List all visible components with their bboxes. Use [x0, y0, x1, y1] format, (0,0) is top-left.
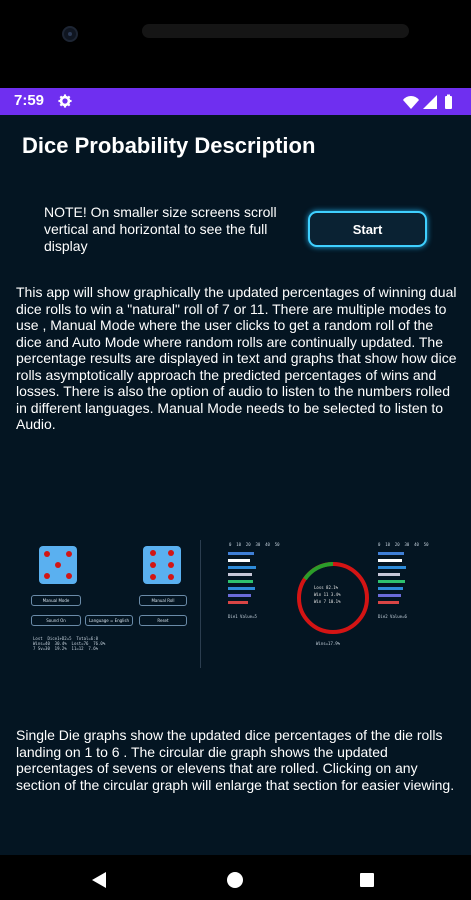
die2-bar-5 [378, 580, 405, 583]
sound-toggle: Sound On [31, 615, 81, 626]
die-six-icon [143, 546, 181, 584]
die1-bar-7 [228, 594, 251, 597]
die1-bar-2 [228, 559, 250, 562]
battery-icon [445, 95, 452, 110]
die1-bar-4 [228, 573, 252, 576]
die2-bar-8 [378, 601, 399, 604]
front-camera [62, 26, 78, 42]
manual-mode-button: Manual Mode [31, 595, 81, 606]
stats-readout: Lost Dice1+D2=5 Total=6:8 Wins=40 30.4% Lost=76 76.0% 7 Sv=30 19.2% 11=12 7.6% [33, 636, 106, 651]
die2-bar-6 [378, 587, 403, 590]
die2-bar-3 [378, 566, 406, 569]
legend-loss: Loss 82.1% [314, 585, 339, 590]
app-preview-image [22, 540, 452, 675]
die2-bar-1 [378, 552, 404, 555]
die1-bar-3 [228, 566, 256, 569]
status-bar [0, 88, 471, 115]
app-screen [0, 115, 471, 855]
die-five-icon [39, 546, 77, 584]
legend-win-7: Win 7 10.1% [314, 599, 341, 604]
die1-bar-1 [228, 552, 254, 555]
status-icons [401, 94, 461, 110]
die2-bar-7 [378, 594, 401, 597]
axis-ticks-right: 0 10 20 30 40 50 [378, 542, 429, 547]
home-icon[interactable] [227, 872, 243, 888]
win-loss-circle-graph [295, 560, 371, 636]
die2-value-label: Die2 Value=6 [378, 614, 407, 619]
die1-value-label: Die1 Value=5 [228, 614, 257, 619]
earpiece-speaker [142, 24, 409, 38]
start-button[interactable]: Start [308, 211, 427, 247]
legend-win-11: Win 11 3.4% [314, 592, 341, 597]
back-icon[interactable] [92, 872, 106, 888]
language-button: Language = English [85, 615, 133, 626]
status-time: 7:59 [14, 92, 45, 109]
divider [200, 540, 201, 668]
page-title: Dice Probability Description [22, 133, 316, 158]
axis-ticks-left: 0 10 20 30 40 50 [229, 542, 280, 547]
note-text: NOTE! On smaller size screens scroll vertical and horizontal to see the full display [44, 204, 277, 254]
die1-bar-5 [228, 580, 253, 583]
die1-bar-6 [228, 587, 255, 590]
wifi-icon [403, 96, 419, 109]
signal-icon [423, 95, 437, 109]
die2-bar-2 [378, 559, 402, 562]
die2-bar-4 [378, 573, 400, 576]
gear-icon [58, 94, 72, 108]
single-die-description: Single Die graphs show the updated dice percentages of the die rolls landing on 1 to 6 . The circular die graph shows the updated percentages of sevens or elevens that are rolled. Clicking on any section of the circular graph will enlarge that section for easier viewing. [16, 727, 455, 793]
wins-label: Wins=17.9% [316, 641, 341, 646]
manual-roll-button: Manual Roll [139, 595, 187, 606]
description-text: This app will show graphically the updated percentages of winning dual dice rolls to win a "natural" roll of 7 or 11. There are multiple modes to use , Manual Mode where the user clicks to get a random roll of the dice and Auto Mode where random rolls are continually updated. The percentage results are displayed in text and graphs that show how dice rolls asymptotically approach the predicted percentages of wins and losses. There is also the option of audio to listen to the numbers rolled in different languages. Manual Mode needs to be selected to listen to Audio. [16, 284, 457, 432]
recents-icon[interactable] [360, 873, 374, 887]
reset-button: Reset [139, 615, 187, 626]
navigation-bar [0, 855, 471, 900]
die1-bar-8 [228, 601, 248, 604]
